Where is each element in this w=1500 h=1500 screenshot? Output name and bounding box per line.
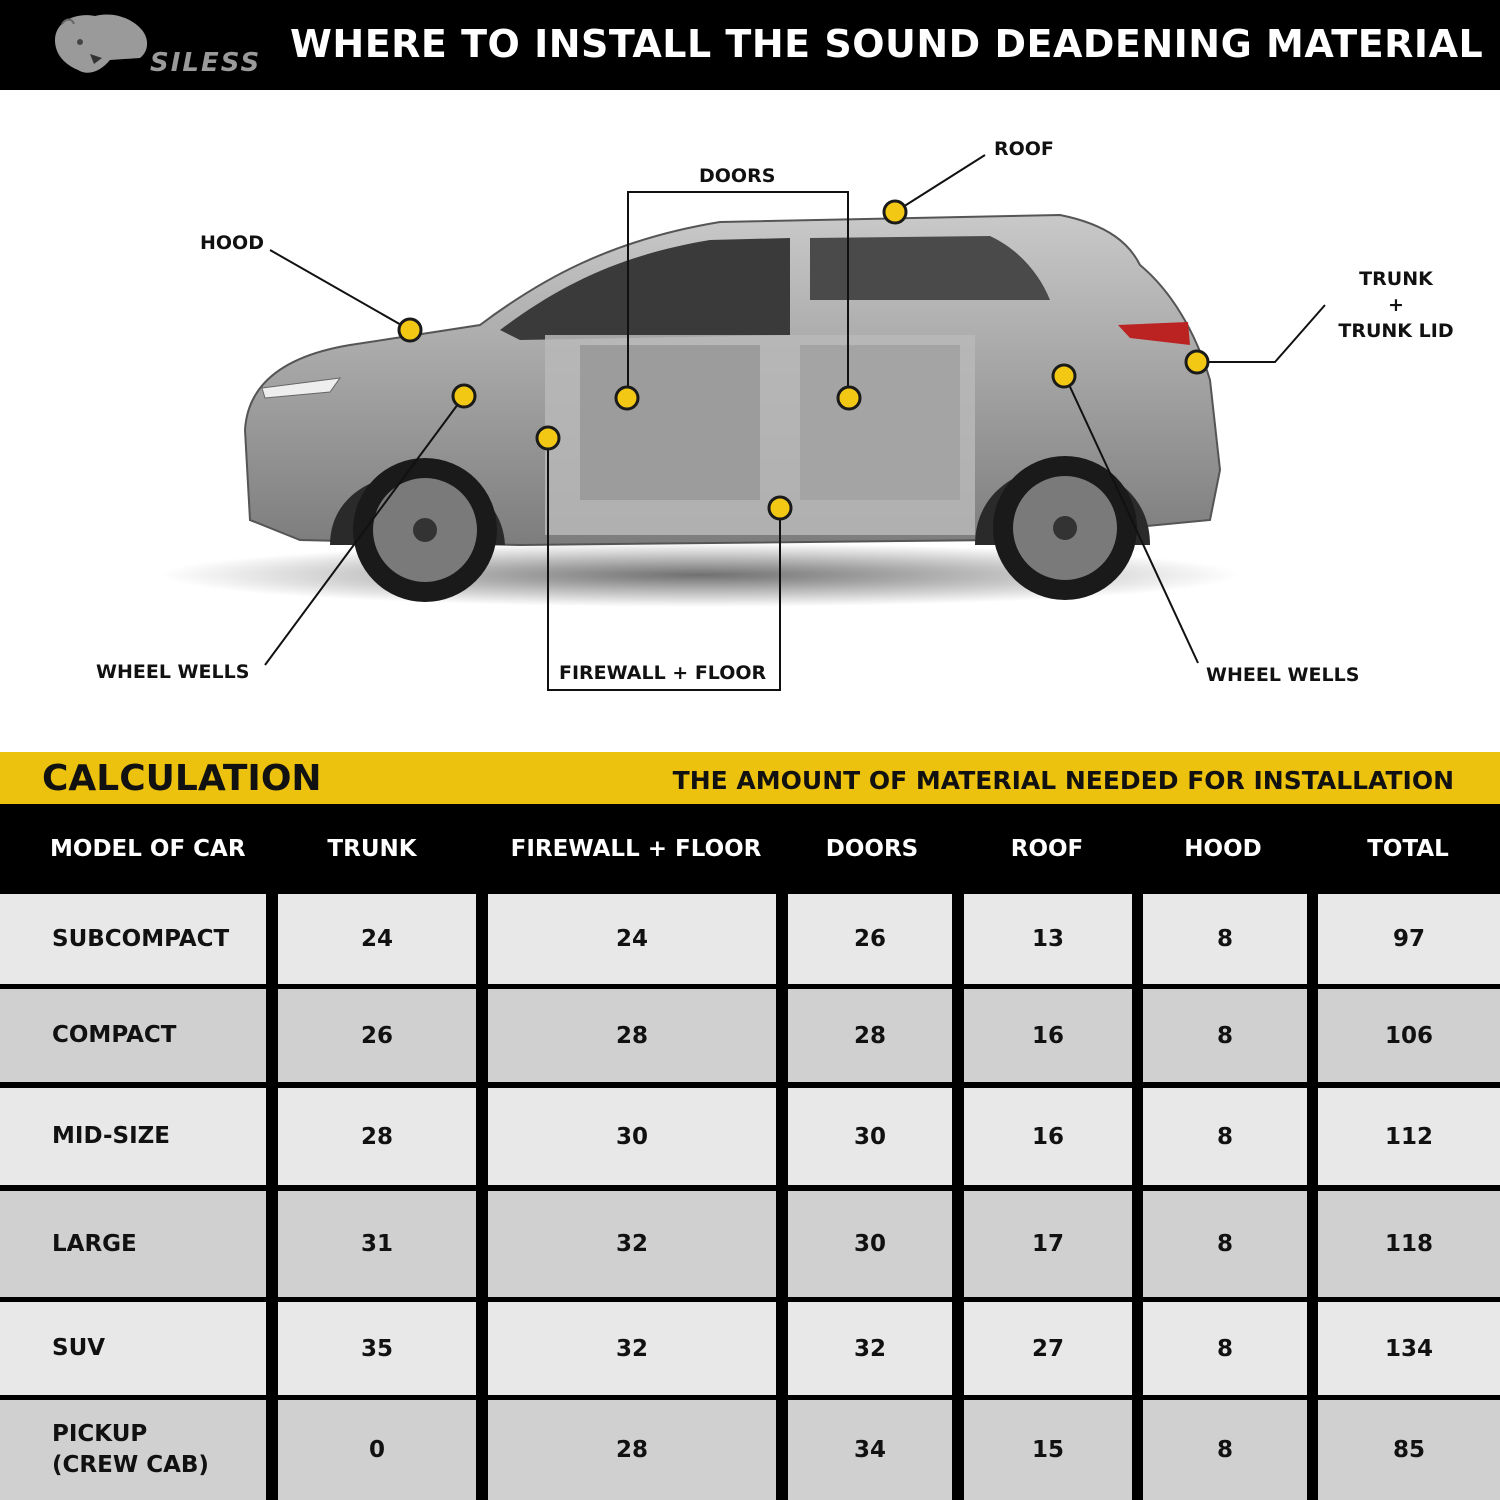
column-header-trunk: TRUNK	[327, 836, 417, 862]
cell-firewall-floor: 28	[488, 989, 776, 1082]
brand-logo	[50, 10, 262, 80]
cell-roof: 16	[964, 1088, 1132, 1185]
table-row-model: SUV	[0, 1302, 266, 1395]
calculation-table	[0, 892, 1500, 1500]
cell-total: 97	[1318, 894, 1500, 984]
car-diagram	[0, 90, 1500, 750]
column-header-model: MODEL OF CAR	[50, 836, 246, 862]
callout-doors: DOORS	[699, 165, 776, 187]
cell-doors: 26	[788, 894, 952, 984]
cell-doors: 32	[788, 1302, 952, 1395]
column-header-hood: HOOD	[1184, 836, 1262, 862]
cell-hood: 8	[1143, 894, 1307, 984]
cell-roof: 13	[964, 894, 1132, 984]
callout-trunk-plus: +	[1388, 294, 1404, 316]
column-header-firewall-floor: FIREWALL + FLOOR	[510, 836, 762, 862]
callout-firewall-floor: FIREWALL + FLOOR	[559, 662, 767, 684]
cell-trunk: 31	[278, 1191, 476, 1297]
cell-trunk: 0	[278, 1400, 476, 1500]
table-row-model: SUBCOMPACT	[0, 894, 266, 984]
table-row-model: MID-SIZE	[0, 1088, 266, 1185]
cell-hood: 8	[1143, 1302, 1307, 1395]
column-header-doors: DOORS	[825, 836, 919, 862]
table-row-model: COMPACT	[0, 989, 266, 1082]
cell-hood: 8	[1143, 1400, 1307, 1500]
table-row-model	[0, 1400, 266, 1500]
table-row-model: LARGE	[0, 1191, 266, 1297]
column-header-roof: ROOF	[1010, 836, 1084, 862]
car-illustration	[0, 90, 1500, 750]
cell-hood: 8	[1143, 1088, 1307, 1185]
cell-firewall-floor: 30	[488, 1088, 776, 1185]
cell-roof: 17	[964, 1191, 1132, 1297]
callout-wheel-wells-right: WHEEL WELLS	[1206, 664, 1360, 686]
cell-trunk: 35	[278, 1302, 476, 1395]
callout-trunk-line1: TRUNK	[1359, 268, 1433, 290]
cell-doors: 34	[788, 1400, 952, 1500]
cell-total: 134	[1318, 1302, 1500, 1395]
calculation-subtitle: THE AMOUNT OF MATERIAL NEEDED FOR INSTALLATION	[672, 766, 1454, 795]
callout-hood: HOOD	[200, 232, 264, 254]
cell-firewall-floor: 28	[488, 1400, 776, 1500]
cell-total: 85	[1318, 1400, 1500, 1500]
cell-firewall-floor: 32	[488, 1302, 776, 1395]
callout-roof: ROOF	[994, 138, 1054, 160]
cell-hood: 8	[1143, 989, 1307, 1082]
cell-total: 112	[1318, 1088, 1500, 1185]
cell-roof: 27	[964, 1302, 1132, 1395]
callout-trunk-line2: TRUNK LID	[1338, 320, 1454, 342]
cell-total: 106	[1318, 989, 1500, 1082]
cell-doors: 30	[788, 1088, 952, 1185]
callout-wheel-wells-left: WHEEL WELLS	[96, 661, 250, 683]
model-name-line1: PICKUP	[52, 1421, 148, 1447]
callout-trunk	[1336, 266, 1456, 344]
cell-trunk: 26	[278, 989, 476, 1082]
cell-trunk: 24	[278, 894, 476, 984]
cell-firewall-floor: 24	[488, 894, 776, 984]
page-title: WHERE TO INSTALL THE SOUND DEADENING MATERIAL	[290, 22, 1484, 66]
cell-trunk: 28	[278, 1088, 476, 1185]
cell-hood: 8	[1143, 1191, 1307, 1297]
cell-doors: 30	[788, 1191, 952, 1297]
cell-doors: 28	[788, 989, 952, 1082]
cell-roof: 16	[964, 989, 1132, 1082]
brand-name: SILESS	[150, 48, 262, 78]
cell-firewall-floor: 32	[488, 1191, 776, 1297]
cell-roof: 15	[964, 1400, 1132, 1500]
column-header-total: TOTAL	[1367, 836, 1449, 862]
model-name-line2: (CREW CAB)	[52, 1452, 209, 1478]
bear-logo-icon	[50, 10, 160, 80]
cell-total: 118	[1318, 1191, 1500, 1297]
header-bar	[0, 0, 1500, 90]
calculation-title: CALCULATION	[42, 758, 322, 799]
